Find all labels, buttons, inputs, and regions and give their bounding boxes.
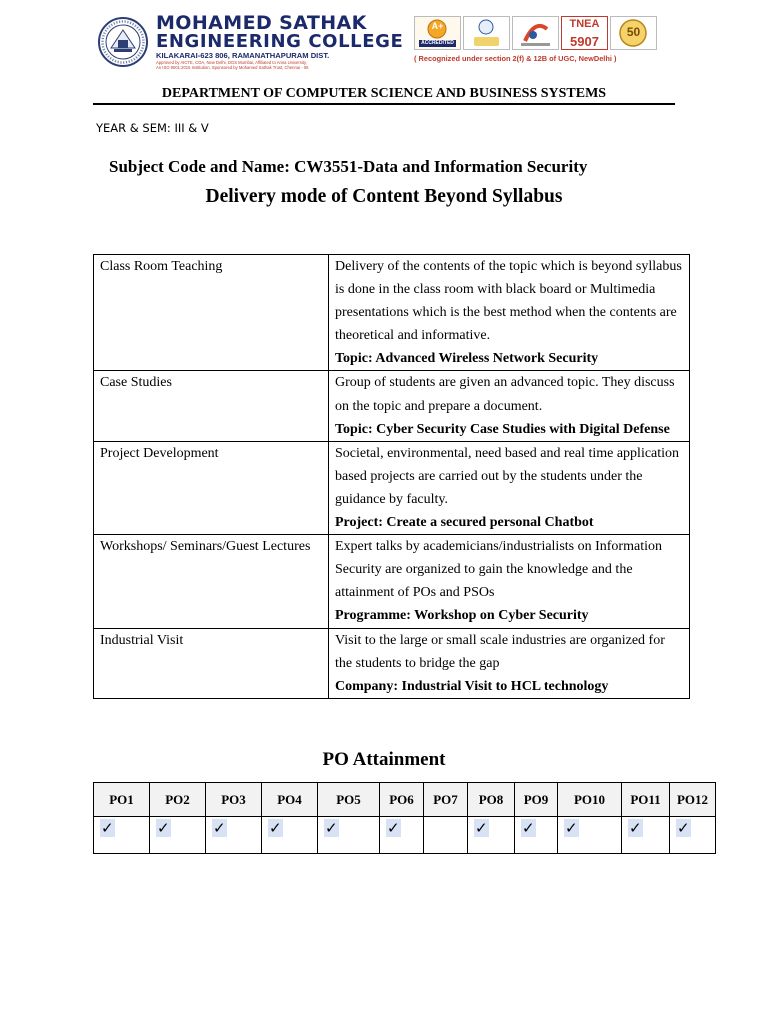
ugc-recognition: ( Recognized under section 2(f) & 12B of UGC, NewDelhi ) xyxy=(414,54,617,63)
checkmark-icon: ✓ xyxy=(213,819,226,837)
college-name-block xyxy=(156,14,406,68)
table-row xyxy=(94,255,690,371)
checkmark-icon: ✓ xyxy=(475,819,488,837)
accreditation-badges xyxy=(414,16,664,52)
college-header xyxy=(94,14,664,68)
delivery-mode-cell: Case Studies xyxy=(94,371,329,441)
checkmark-icon: ✓ xyxy=(565,819,578,837)
po-mark-cell xyxy=(380,817,424,854)
po-header-cell: PO6 xyxy=(380,783,424,817)
po-header-cell: PO8 xyxy=(468,783,515,817)
po-mark-cell xyxy=(468,817,515,854)
table-row xyxy=(94,371,690,441)
po-header-cell: PO12 xyxy=(670,783,716,817)
nba-emblem-icon xyxy=(464,17,509,49)
naac-label: ACCREDITED xyxy=(421,40,454,46)
po-attainment-heading: PO Attainment xyxy=(322,749,446,770)
checkmark-icon: ✓ xyxy=(101,819,114,837)
po-mark-cell xyxy=(622,817,670,854)
description-cell xyxy=(329,255,690,371)
description-cell xyxy=(329,441,690,534)
heading-divider xyxy=(93,103,675,105)
po-mark-cell xyxy=(424,817,468,854)
delivery-mode-table xyxy=(93,254,690,699)
po-mark-cell xyxy=(262,817,318,854)
po-mark-cell xyxy=(515,817,558,854)
topic-text: Topic: Cyber Security Case Studies with Digital Defense xyxy=(335,421,670,437)
anniversary-badge xyxy=(610,16,657,50)
college-approval-line2: An ISO 9001:2015 Institution, Sponsored by Mohamed Sathak Trust, Chennai - 06 xyxy=(156,65,309,70)
checkmark-icon: ✓ xyxy=(157,819,170,837)
po-mark-cell xyxy=(558,817,622,854)
tnea-code: 5907 xyxy=(570,34,599,49)
department-heading: DEPARTMENT OF COMPUTER SCIENCE AND BUSINESS SYSTEMS xyxy=(161,86,607,101)
topic-text: Company: Industrial Visit to HCL technology xyxy=(335,678,609,694)
po-mark-row xyxy=(94,817,716,854)
description-cell xyxy=(329,628,690,698)
po-header-cell: PO10 xyxy=(558,783,622,817)
topic-text: Programme: Workshop on Cyber Security xyxy=(335,608,589,624)
naac-grade: A+ xyxy=(431,21,444,31)
page-title: Delivery mode of Content Beyond Syllabus xyxy=(205,186,563,207)
description-text: Visit to the large or small scale industries are organized for the students to bridge the gap xyxy=(335,632,665,671)
delivery-mode-cell: Workshops/ Seminars/Guest Lectures xyxy=(94,535,329,628)
checkmark-icon: ✓ xyxy=(269,819,282,837)
table-row xyxy=(94,535,690,628)
po-mark-cell xyxy=(318,817,380,854)
po-mark-cell xyxy=(670,817,716,854)
naac-badge xyxy=(414,16,461,50)
description-cell xyxy=(329,371,690,441)
checkmark-icon: ✓ xyxy=(629,819,642,837)
description-text: Group of students are given an advanced topic. They discuss on the topic and prepare a document. xyxy=(335,375,675,414)
description-text: Delivery of the contents of the topic which is beyond syllabus is done in the class room with black board or Multimedia presentations which is the best method when the contents are theoretical and informative. xyxy=(335,259,682,344)
po-header-cell: PO11 xyxy=(622,783,670,817)
college-address: KILAKARAI-623 806, RAMANATHAPURAM DIST. xyxy=(156,51,330,60)
checkmark-icon: ✓ xyxy=(677,819,690,837)
po-header-cell: PO9 xyxy=(515,783,558,817)
po-attainment-table xyxy=(93,782,716,854)
topic-text: Project: Create a secured personal Chatbot xyxy=(335,515,594,531)
iic-emblem-icon xyxy=(513,17,558,49)
nba-badge xyxy=(463,16,510,50)
description-text: Expert talks by academicians/industrialists on Information Security are organized to gain the knowledge and the attainment of POs and PSOs xyxy=(335,539,662,601)
po-header-cell: PO7 xyxy=(424,783,468,817)
college-name-line1: MOHAMED SATHAK xyxy=(156,12,367,34)
po-mark-cell xyxy=(206,817,262,854)
college-name-line2: ENGINEERING COLLEGE xyxy=(156,31,404,52)
iic-badge xyxy=(512,16,559,50)
po-header-row xyxy=(94,783,716,817)
po-header-cell: PO3 xyxy=(206,783,262,817)
table-row xyxy=(94,441,690,534)
po-mark-cell xyxy=(150,817,206,854)
tnea-label: TNEA xyxy=(569,18,600,30)
college-approval-line1: Approved by AICTE, COA, New Delhi, DGS Mumbai, Affiliated to Anna University, xyxy=(156,60,307,65)
po-header-cell: PO1 xyxy=(94,783,150,817)
po-header-cell: PO2 xyxy=(150,783,206,817)
topic-text: Topic: Advanced Wireless Network Security xyxy=(335,351,599,367)
college-seal-logo xyxy=(94,16,152,68)
description-text: Societal, environmental, need based and real time application based projects are carried out by the students under the guidance by faculty. xyxy=(335,445,680,507)
year-semester: YEAR & SEM: III & V xyxy=(96,121,209,135)
po-header-cell: PO4 xyxy=(262,783,318,817)
tnea-badge xyxy=(561,16,608,50)
checkmark-icon: ✓ xyxy=(325,819,338,837)
table-row xyxy=(94,628,690,698)
delivery-mode-cell: Class Room Teaching xyxy=(94,255,329,371)
description-cell xyxy=(329,535,690,628)
anniversary-number: 50 xyxy=(626,25,641,39)
po-mark-cell xyxy=(94,817,150,854)
checkmark-icon: ✓ xyxy=(522,819,535,837)
po-header-cell: PO5 xyxy=(318,783,380,817)
delivery-mode-cell: Project Development xyxy=(94,441,329,534)
subject-line: Subject Code and Name: CW3551-Data and Information Security xyxy=(109,157,588,176)
delivery-mode-cell: Industrial Visit xyxy=(94,628,329,698)
checkmark-icon: ✓ xyxy=(387,819,400,837)
